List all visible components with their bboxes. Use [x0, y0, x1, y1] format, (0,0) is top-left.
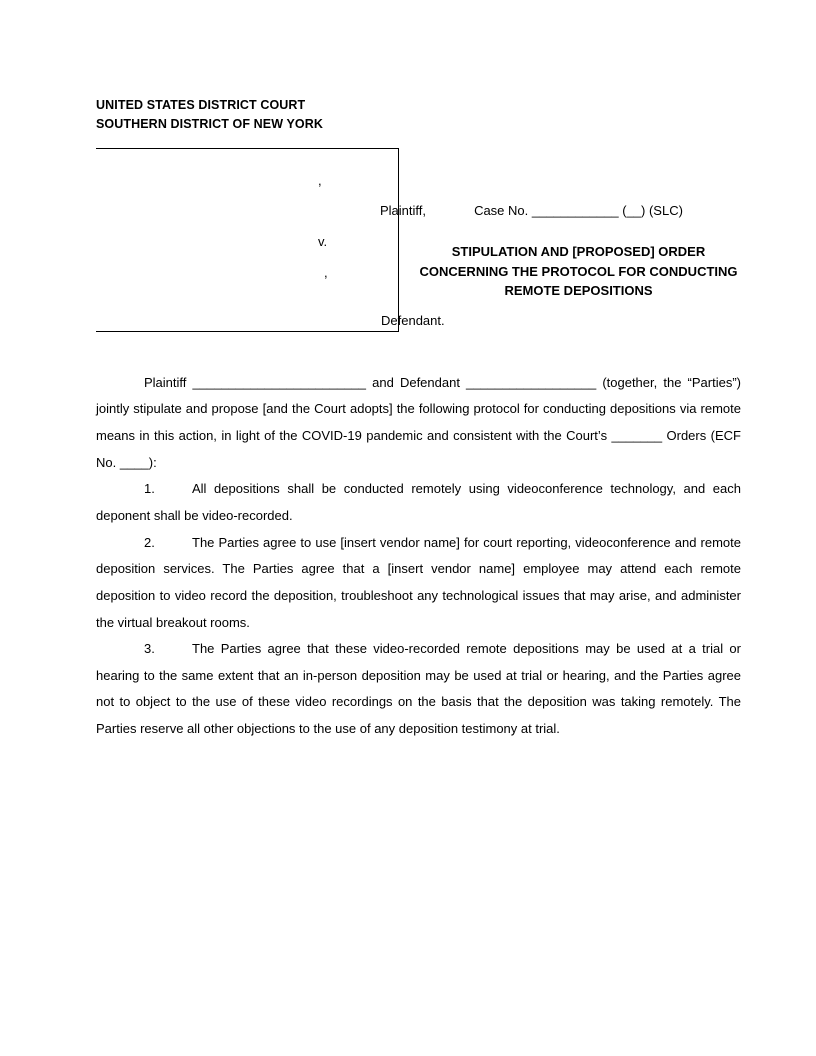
document-title-line-2: CONCERNING THE PROTOCOL FOR CONDUCTING: [419, 263, 738, 279]
paragraph-number-1: 1.: [144, 481, 155, 497]
defendant-label: Defendant.: [381, 312, 445, 328]
paragraph-text-2: The Parties agree to use [insert vendor name] for court reporting, videoconference and remote deposition services. The Parties agree that a [insert vendor name] employee may attend each remote deposition to video record the deposition, troubleshoot any technological issues that may arise, and administer the virtual breakout rooms.: [96, 534, 741, 630]
case-number: Case No. ____________ (__) (SLC): [474, 202, 683, 218]
document-body: [96, 370, 741, 743]
document-title-line-3: REMOTE DEPOSITIONS: [504, 283, 653, 299]
caption-parties: [96, 148, 445, 332]
document-content: [96, 96, 741, 743]
numbered-paragraph-3: [96, 636, 741, 743]
paragraph-number-2: 2.: [144, 534, 155, 550]
plaintiff-label: Plaintiff,: [380, 202, 427, 218]
numbered-paragraph-2: [96, 530, 741, 637]
court-heading: [96, 96, 741, 135]
versus-label: v.: [318, 233, 328, 249]
caption-case-info: [416, 148, 741, 301]
defendant-name-comma: ,: [324, 264, 328, 280]
plaintiff-name-comma: ,: [318, 172, 322, 188]
court-name-line-1: UNITED STATES DISTRICT COURT: [96, 98, 306, 112]
paragraph-text-1: All depositions shall be conducted remotely using videoconference technology, and each deponent shall be video-recorded.: [96, 481, 741, 523]
preamble-paragraph: Plaintiff ________________________ and Defendant __________________ (together, the “Parties”) jointly stipulate and propose [and the Court adopts] the following protocol for conducting depositions via remote means in this action, in light of the COVID-19 pandemic and consistent with the Court’s _______ Orders (ECF No. ____):: [96, 374, 741, 470]
document-title-line-1: STIPULATION AND [PROPOSED] ORDER: [451, 243, 706, 259]
case-caption: [96, 148, 741, 336]
paragraph-number-3: 3.: [144, 641, 155, 657]
document-title: [416, 242, 741, 301]
numbered-paragraph-1: [96, 476, 741, 529]
court-name-line-2: SOUTHERN DISTRICT OF NEW YORK: [96, 117, 323, 132]
paragraph-text-3: The Parties agree that these video-recorded remote depositions may be used at a trial or hearing to the same extent that an in-person deposition may be used at trial or hearing, and the Parties agree not to object to the use of these video recordings on the basis that the deposition was taking remotely. The Parties reserve all other objections to the use of any deposition testimony at trial.: [96, 641, 741, 737]
